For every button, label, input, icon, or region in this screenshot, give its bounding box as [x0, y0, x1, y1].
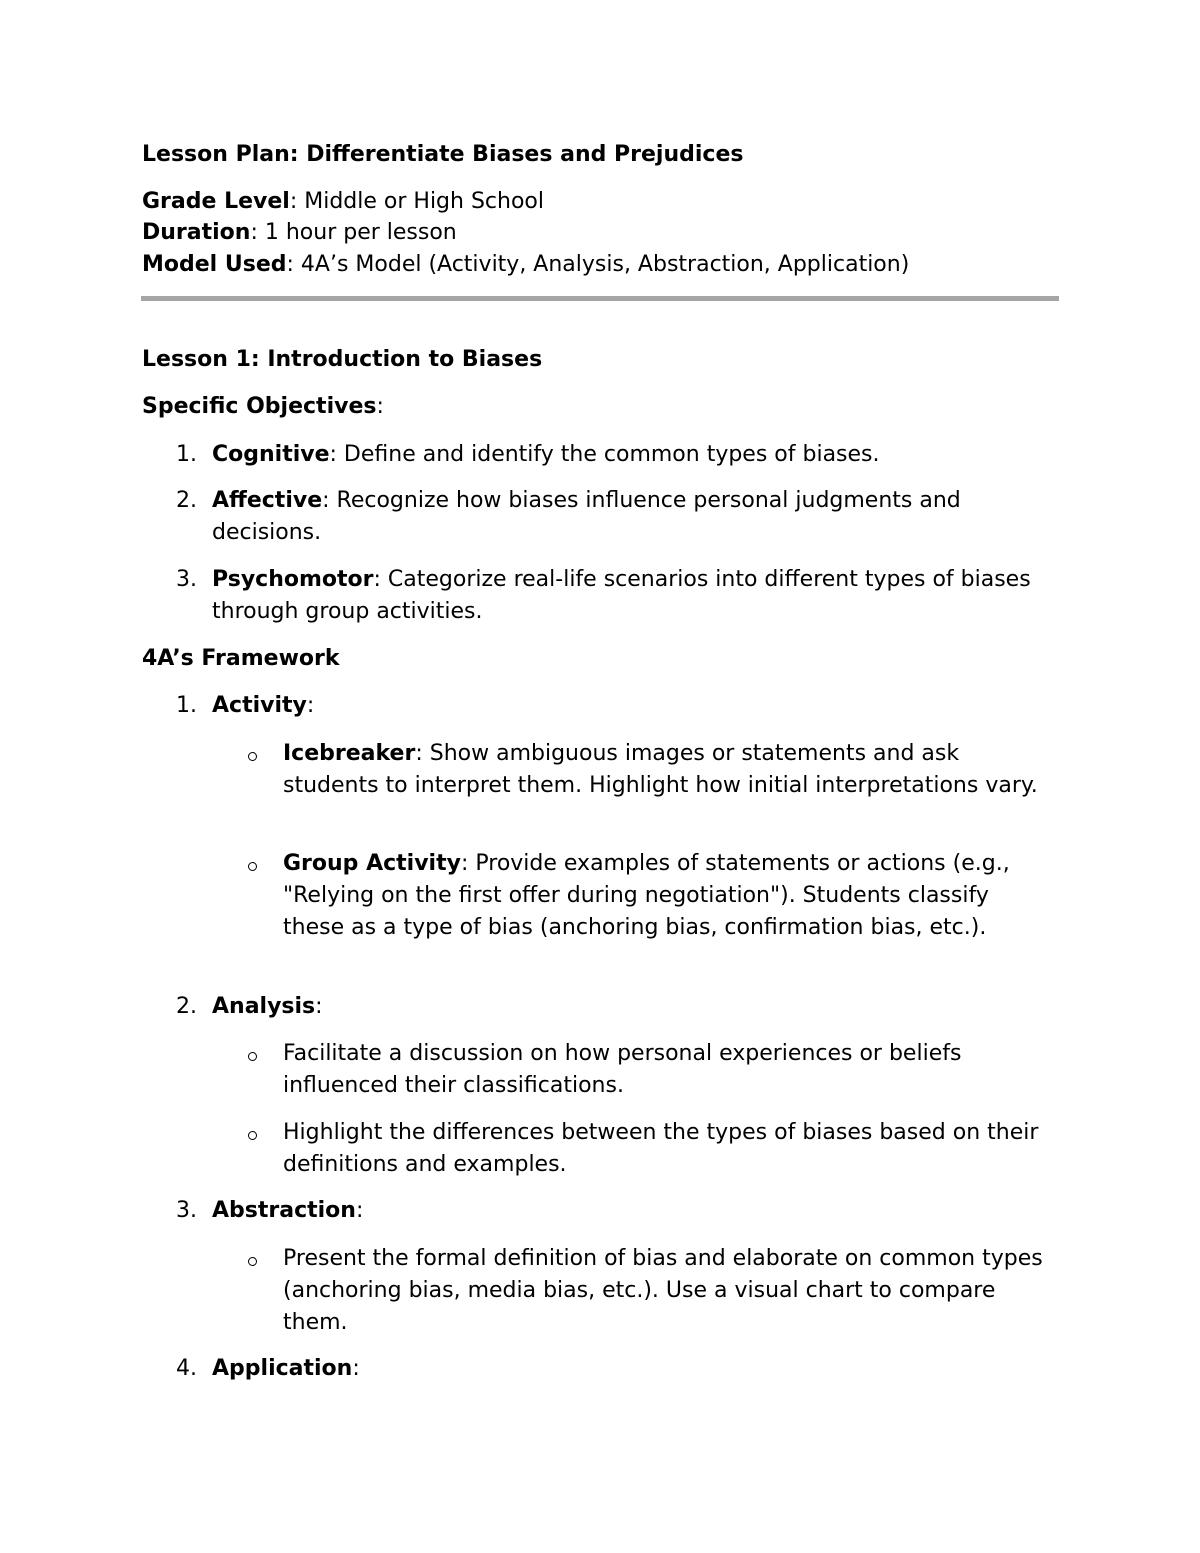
list-item-text: Affective: Recognize how biases influence personal judgments and decisions. [212, 488, 961, 545]
bullet-circle-icon [248, 1131, 257, 1140]
sub-list-item: Group Activity: Provide examples of statements or actions (e.g., "Relying on the first offer during negotiation"). Students classify these as a type of bias (anchoring bias, confirmation bias, etc.). [283, 851, 1010, 940]
list-item-text: Cognitive: Define and identify the common types of biases. [212, 442, 880, 467]
bullet-circle-icon [248, 752, 257, 761]
bullet-circle-icon [248, 862, 257, 871]
document-title: Lesson Plan: Differentiate Biases and Prejudices [142, 142, 744, 167]
list-number: 2. [176, 488, 197, 513]
lesson-1-heading: Lesson 1: Introduction to Biases [142, 347, 543, 372]
grade-level-label: Grade Level [142, 189, 290, 214]
list-number: 2. [176, 994, 197, 1019]
list-number: 3. [176, 1198, 197, 1223]
list-item-text: Psychomotor: Categorize real-life scenarios into different types of biases through group activities. [212, 567, 1031, 624]
framework-item-analysis: Analysis: [212, 994, 323, 1019]
list-number: 3. [176, 567, 197, 592]
sub-list-item: Icebreaker: Show ambiguous images or statements and ask students to interpret them. Highlight how initial interpretations vary. [283, 741, 1038, 798]
framework-item-activity: Activity: [212, 693, 315, 718]
sub-list-item: Highlight the differences between the types of biases based on their definitions and examples. [283, 1120, 1039, 1177]
sub-list-item: Facilitate a discussion on how personal experiences or beliefs influenced their classifications. [283, 1041, 962, 1098]
framework-item-abstraction: Abstraction: [212, 1198, 364, 1223]
list-number: 4. [176, 1356, 197, 1381]
duration-line [142, 217, 457, 249]
model-used-label: Model Used [142, 252, 287, 277]
bullet-circle-icon [248, 1052, 257, 1061]
grade-level-value: : Middle or High School [289, 189, 544, 214]
list-number: 1. [176, 442, 197, 467]
objectives-heading: Specific Objectives: [142, 394, 384, 419]
framework-item-application: Application: [212, 1356, 360, 1381]
model-used-value: : 4A’s Model (Activity, Analysis, Abstraction, Application) [286, 252, 910, 277]
duration-label: Duration [142, 220, 251, 245]
horizontal-rule [141, 296, 1059, 301]
sub-list-item: Present the formal definition of bias and elaborate on common types (anchoring bias, media bias, etc.). Use a visual chart to compare them. [283, 1246, 1043, 1335]
duration-value: : 1 hour per lesson [250, 220, 457, 245]
model-used-line [142, 249, 909, 281]
framework-heading: 4A’s Framework [142, 646, 340, 671]
bullet-circle-icon [248, 1257, 257, 1266]
grade-level-line [142, 186, 544, 218]
list-number: 1. [176, 693, 197, 718]
